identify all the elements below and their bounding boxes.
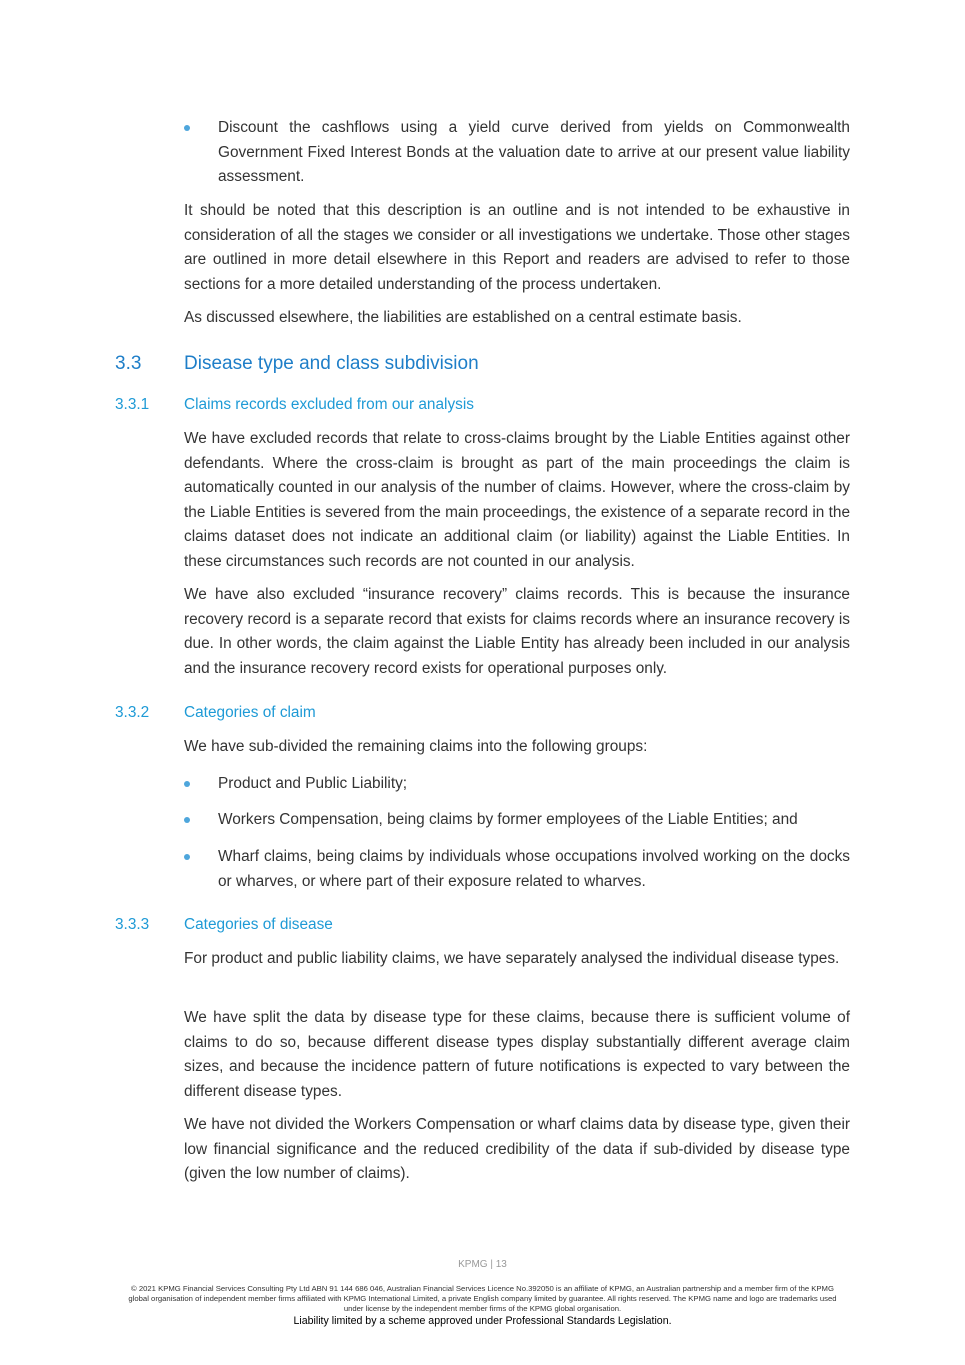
claim-category-item [184,845,850,894]
subsection-3-paragraph-2: We have split the data by disease type for these claims, because there is sufficient volume of claims to do so, because different disease types display substantially different average claim sizes, and because the incidence pattern of future notifications is expected to vary between the different disease types. [184,1009,850,1100]
subsection-1-paragraph-2: We have also excluded “insurance recovery” claims records. This is because the insurance recovery record is a separate record that exists for claims records where an insurance recovery is due. In other words, the claim against the Liable Entity has already been included in our analysis and the insurance recovery record exists for operational purposes only. [184,586,850,677]
intro-paragraph-2: As discussed elsewhere, the liabilities are established on a central estimate basis. [184,309,742,326]
subsection-3-title: Categories of disease [184,916,333,933]
subsection-1-paragraph-1: We have excluded records that relate to cross-claims brought by the Liable Entities against other defendants. Where the cross-claim is brought as part of the main proceedings the claim is automatically counted in our analysis of the number of claims. However, where the cross-claim by the Liable Entities is severed from the main proceedings, the existence of a separate record in the claims dataset does not indicate an additional claim (or liability) against the Liable Entities. In these circumstances such records are not counted in our analysis. [184,430,850,570]
bullet-dot-icon [184,817,190,823]
subsection-3-paragraph-1: For product and public liability claims, we have separately analysed the individual disease types. [184,950,840,967]
claim-category-item [184,808,850,833]
claim-category-item [184,772,850,797]
subsection-2-paragraph-1: We have sub-divided the remaining claims into the following groups: [184,738,648,755]
bullet-text: Workers Compensation, being claims by former employees of the Liable Entities; and [218,811,798,828]
subsection-3-paragraph-3: We have not divided the Workers Compensation or wharf claims data by disease type, given their low financial significance and the reduced credibility of the data if sub-divided by disease type (given the low number of claims). [184,1116,850,1182]
bullet-dot-icon [184,781,190,787]
intro-bullet [184,116,850,190]
subsection-1-number: 3.3.1 [115,396,150,413]
bullet-dot-icon [184,854,190,860]
subsection-2-title: Categories of claim [184,704,316,721]
subsection-1-title: Claims records excluded from our analysis [184,396,474,413]
section-title: Disease type and class subdivision [184,353,479,374]
footer-legal-notice: © 2021 KPMG Financial Services Consulting Pty Ltd ABN 91 144 686 046, Australian Financial Services Licence No.392050 is an affiliate of KPMG, an Australian partnership and a member firm of the KPMG global organisation of independent member firms affiliated with KPMG International Limited, a private English company limited by guarantee. All rights reserved. The KPMG name and logo are trademarks used under license by the independent member firms of the KPMG global organisation. [128,1284,837,1313]
footer-liability-notice: Liability limited by a scheme approved under Professional Standards Legislation. [293,1315,672,1327]
subsection-2-number: 3.3.2 [115,704,150,721]
bullet-text: Discount the cashflows using a yield curve derived from yields on Commonwealth Government Fixed Interest Bonds at the valuation date to arrive at our present value liability assessment. [218,119,850,185]
footer-page-number: KPMG | 13 [458,1259,507,1270]
section-number: 3.3 [115,353,142,374]
subsection-3-number: 3.3.3 [115,916,150,933]
bullet-text: Product and Public Liability; [218,775,408,792]
intro-paragraph-1: It should be noted that this description is an outline and is not intended to be exhaustive in consideration of all the stages we consider or all investigations we undertake. Those other stages are outlined in more detail elsewhere in this Report and readers are advised to refer to those sections for a more detailed understanding of the process undertaken. [184,202,850,293]
bullet-text: Wharf claims, being claims by individuals whose occupations involved working on the docks or wharves, or where part of their exposure related to wharves. [218,848,850,890]
bullet-dot-icon [184,125,190,131]
